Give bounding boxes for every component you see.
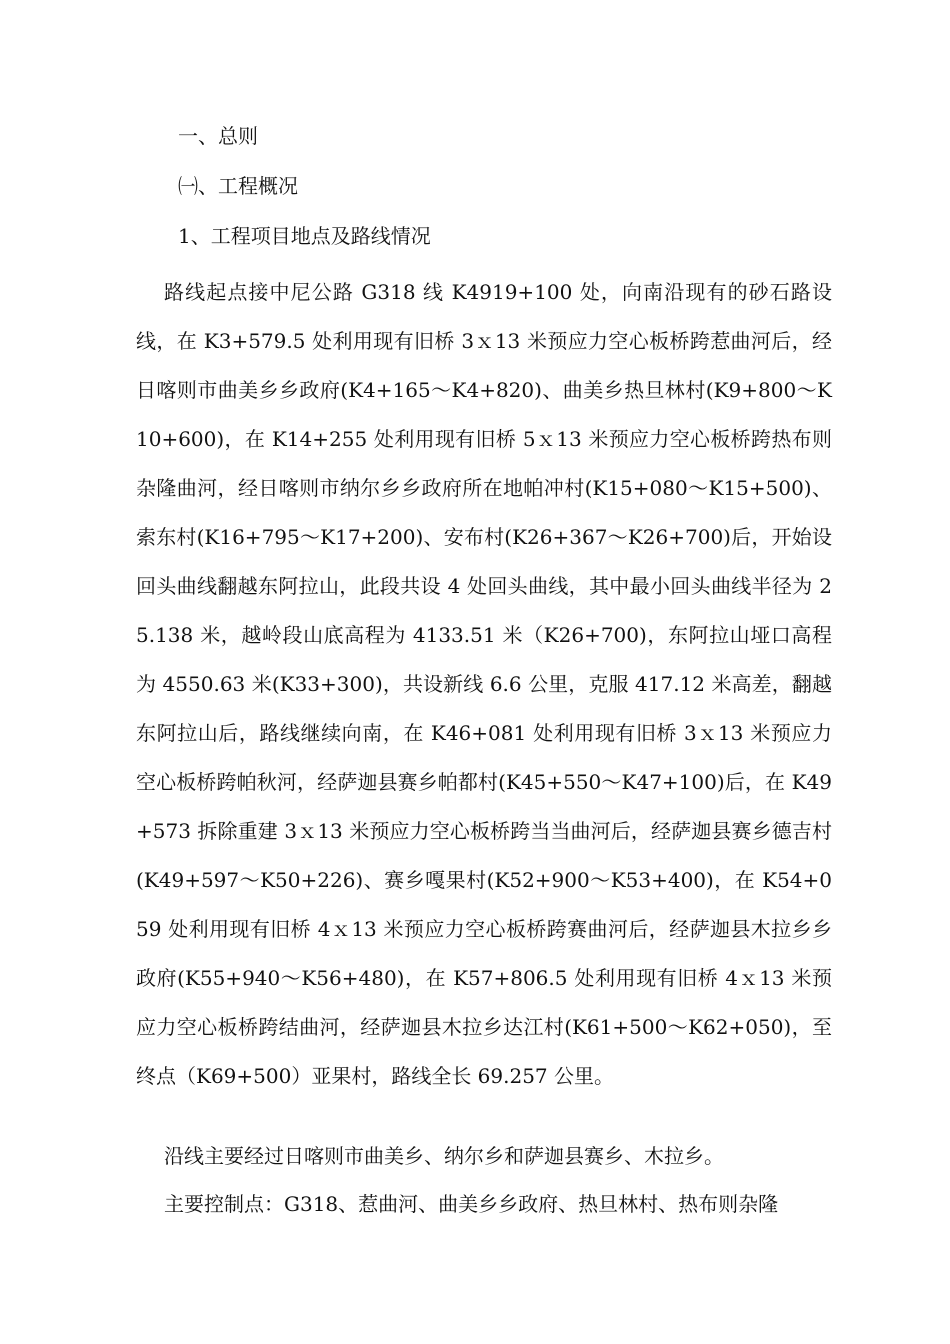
subsection-heading: ㈠、工程概况 — [178, 174, 298, 198]
control-points-paragraph: 主要控制点：G318、惹曲河、曲美乡乡政府、热旦林村、热布则杂隆 — [164, 1192, 779, 1216]
townships-paragraph: 沿线主要经过日喀则市曲美乡、纳尔乡和萨迦县赛乡、木拉乡。 — [164, 1144, 724, 1168]
section-heading: 一、总则 — [178, 124, 258, 148]
route-description-paragraph: 路线起点接中尼公路 G318 线 K4919+100 处，向南沿现有的砂石路设线，在 K3+579.5 处利用现有旧桥 3ｘ13 米预应力空心板桥跨惹曲河后，经日喀则市曲美乡乡政府(K4+165～K4+820)、曲美乡热旦林村(K9+800～K10+600)，在 K14+255 处利用现有旧桥 5ｘ13 米预应力空心板桥跨热布则杂隆曲河，经日喀则市纳尔乡乡政府所在地帕冲村(K15+080～K15+500)、索东村(K16+795～K17+200)、安布村(K26+367～K26+700)后，开始设回头曲线翻越东阿拉山，此段共设 4 处回头曲线，其中最小回头曲线半径为 25.138 米，越岭段山底高程为 4133.51 米（K26+700)，东阿拉山垭口高程为 4550.63 米(K33+300)，共设新线 6.6 公里，克服 417.12 米高差，翻越东阿拉山后，路线继续向南，在 K46+081 处利用现有旧桥 3ｘ13 米预应力空心板桥跨帕秋河，经萨迦县赛乡帕都村(K45+550～K47+100)后，在 K49+573 拆除重建 3ｘ13 米预应力空心板桥跨当当曲河后，经萨迦县赛乡德吉村(K49+597～K50+226)、赛乡嘎果村(K52+900～K53+400)，在 K54+059 处利用现有旧桥 4ｘ13 米预应力空心板桥跨赛曲河后，经萨迦县木拉乡乡政府(K55+940～K56+480)，在 K57+806.5 处利用现有旧桥 4ｘ13 米预应力空心板桥跨结曲河，经萨迦县木拉乡达江村(K61+500～K62+050)，至终点（K69+500）亚果村，路线全长 69.257 公里。 — [136, 280, 832, 1088]
item-heading: 1、工程项目地点及路线情况 — [178, 224, 431, 248]
